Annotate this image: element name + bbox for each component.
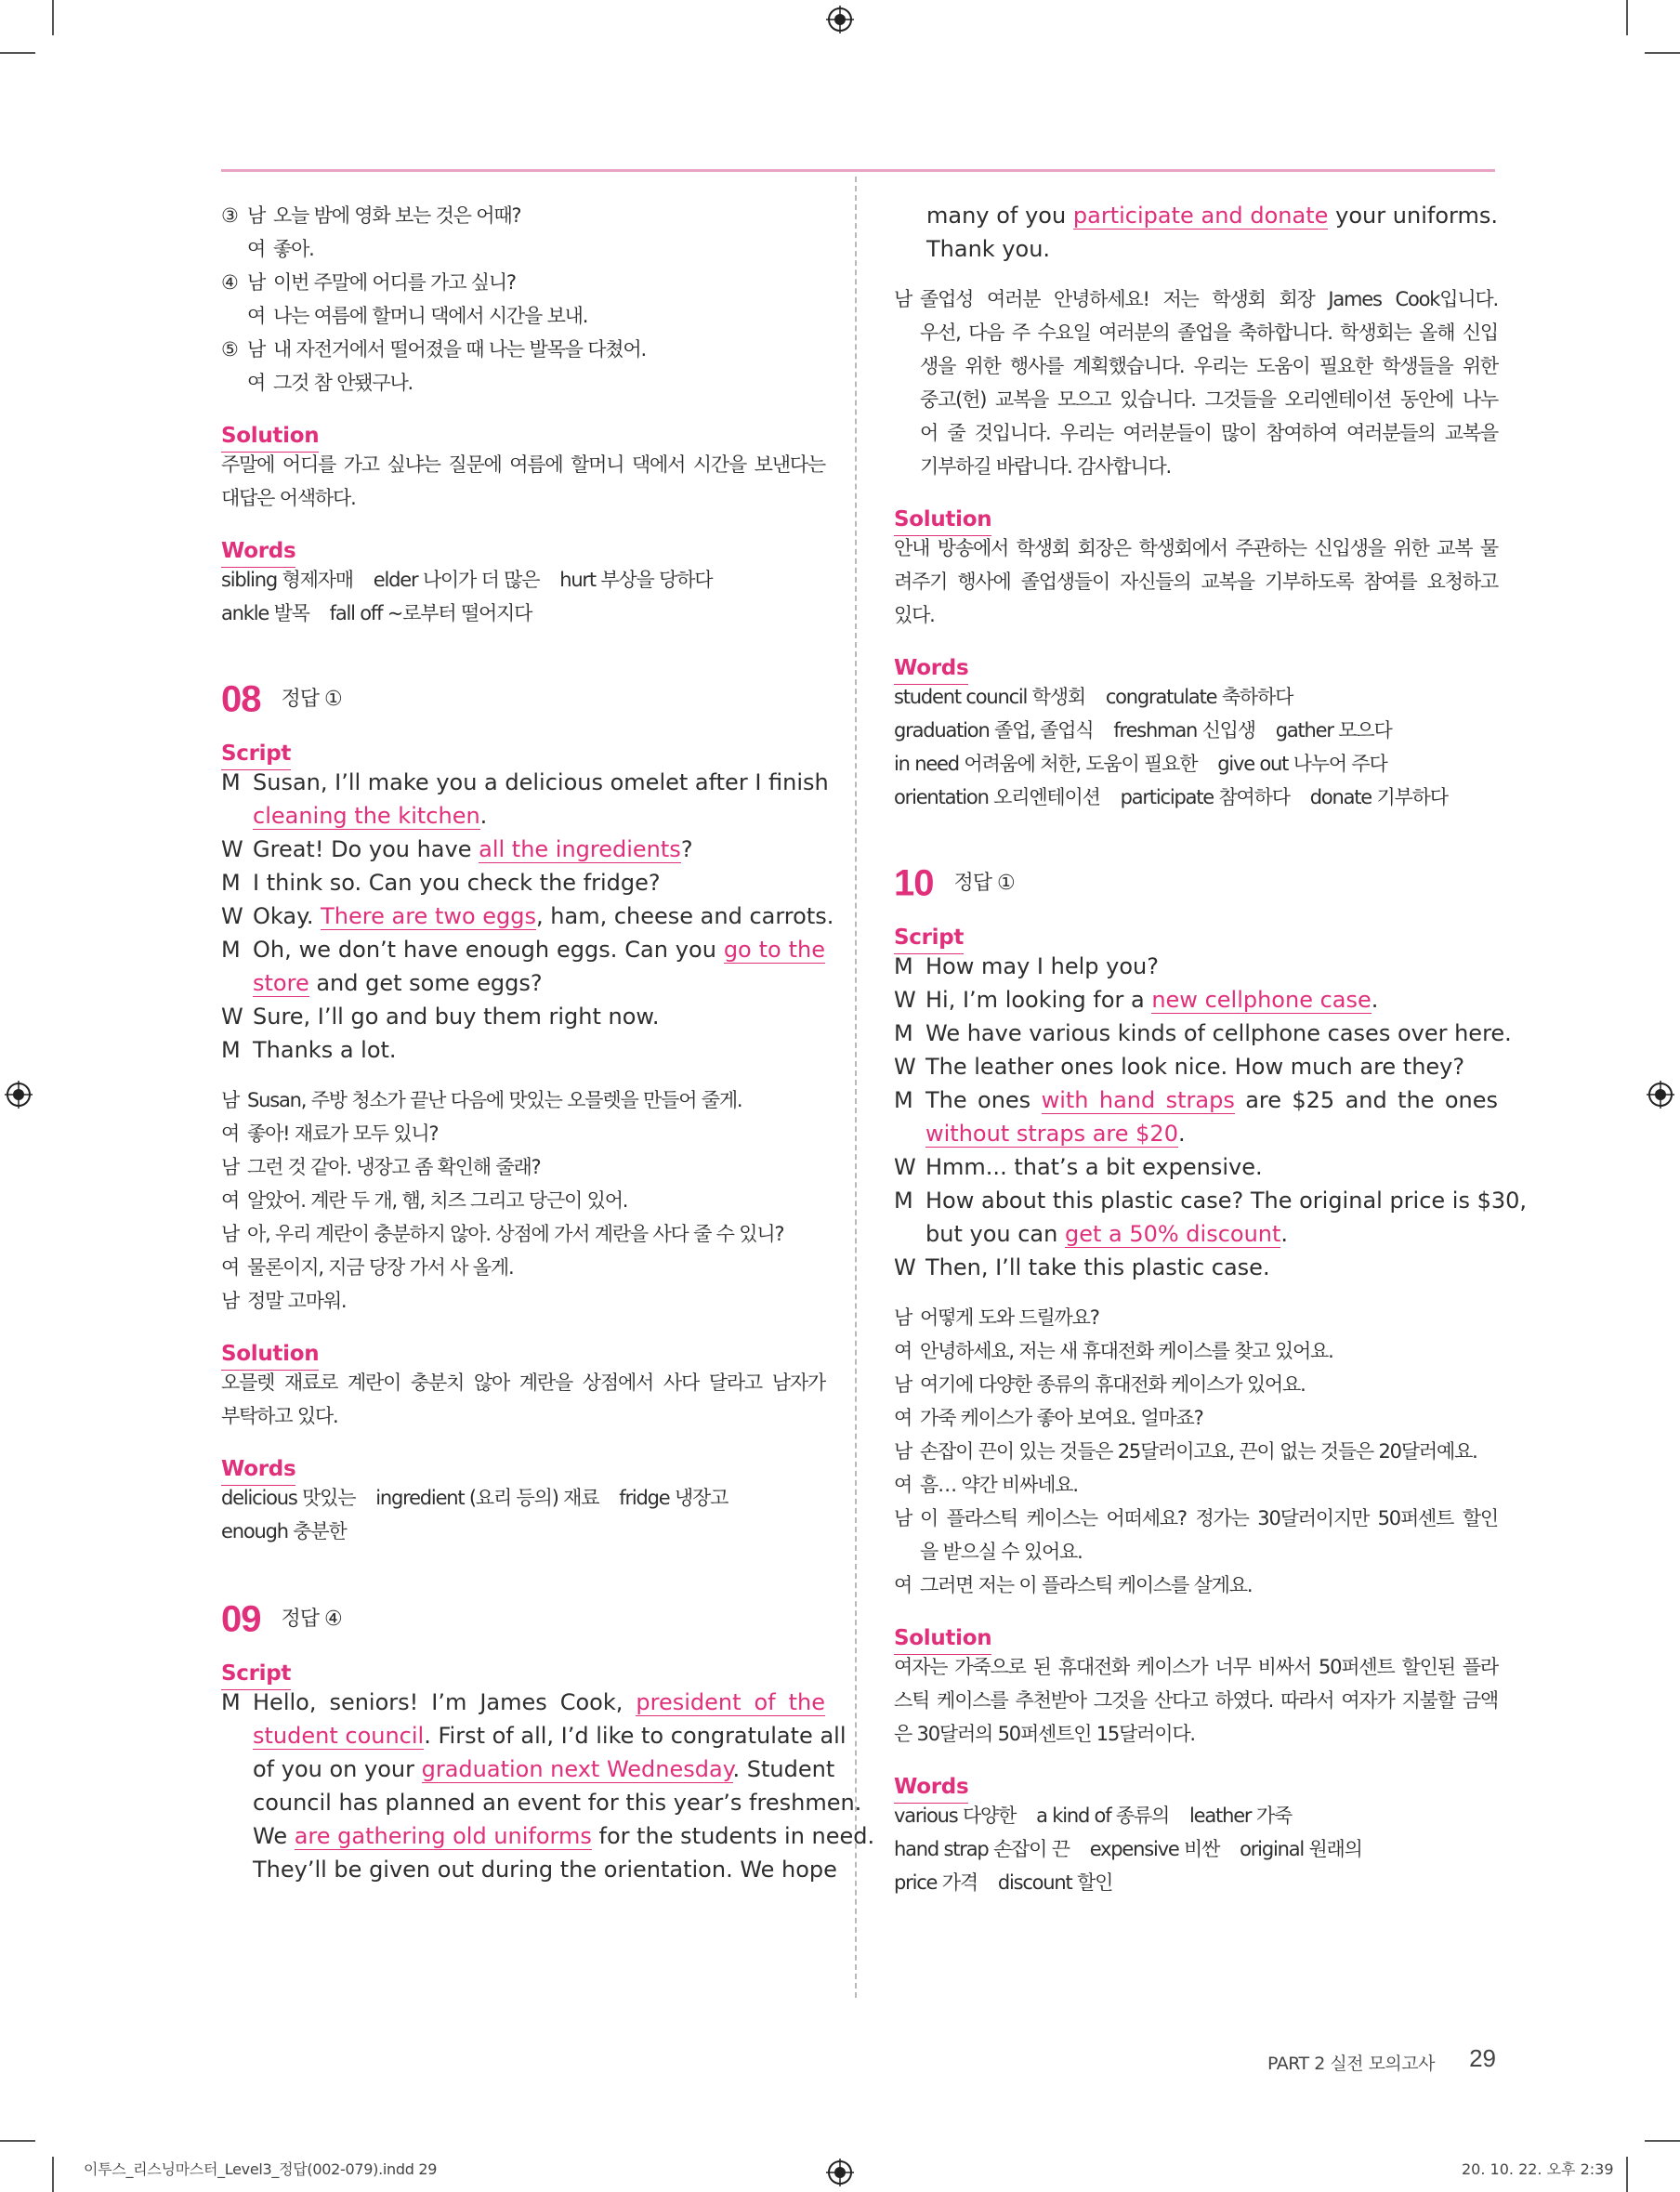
speaker-label: 여: [894, 1407, 912, 1429]
translation-text: 어떻게 도와 드릴까요?: [920, 1306, 1099, 1329]
left-column: [221, 199, 875, 1886]
translation-text: 가죽 케이스가 좋아 보여요. 얼마죠?: [920, 1407, 1203, 1429]
highlighted-answer: all the ingredients: [479, 836, 681, 862]
header-rule: [221, 169, 1495, 172]
print-slug-timestamp: 20. 10. 22. 오후 2:39: [1462, 2160, 1614, 2178]
speaker-label: 여: [221, 1256, 240, 1279]
script-text: council has planned an event for this year’s freshmen.: [253, 1790, 862, 1816]
highlighted-answer: store: [253, 970, 309, 996]
script-line: [221, 1000, 825, 1033]
option-number: ④: [221, 271, 238, 294]
speaker-label: M: [221, 937, 241, 963]
speaker-label: W: [221, 903, 243, 929]
highlighted-answer: cleaning the kitchen: [253, 803, 480, 829]
script-text: Great! Do you have: [253, 836, 479, 862]
q07-solution: [221, 448, 825, 515]
highlighted-answer: president of the: [636, 1689, 825, 1715]
q08-words-label: Words: [221, 1453, 295, 1486]
script-line: [221, 1686, 825, 1719]
footer-part-label: PART 2 실전 모의고사: [1267, 2054, 1435, 2074]
registration-mark-icon: [1647, 1081, 1674, 1109]
highlighted-answer: participate and donate: [1072, 203, 1329, 229]
words-line: orientation 오리엔테이션 participate 참여하다 donate 기부하다: [894, 786, 1448, 808]
translation-line: [221, 1217, 825, 1251]
speaker-label: 남: [894, 1373, 912, 1396]
translation-text: 그것 참 안됐구나.: [273, 372, 413, 394]
highlighted-answer: new cellphone case: [1151, 987, 1372, 1013]
script-text: are $25 and the ones: [1234, 1087, 1499, 1113]
script-line: [894, 1251, 1498, 1284]
translation-line: [221, 266, 825, 299]
solution-line: 부탁하고 있다.: [221, 1405, 338, 1427]
q07-translation-tail: [221, 199, 825, 400]
speaker-label: W: [894, 1154, 916, 1180]
script-text: Sure, I’ll go and buy them right now.: [253, 1004, 660, 1030]
script-line: [221, 1752, 835, 1786]
script-line: [894, 983, 1498, 1017]
solution-line: 은 30달러의 50퍼센트인 15달러이다.: [894, 1723, 1195, 1745]
translation-line: [221, 199, 825, 232]
speaker-label: 남: [221, 1089, 240, 1111]
translation-line: [221, 1184, 825, 1217]
script-text: of you on your: [253, 1756, 422, 1782]
speaker-label: M: [221, 870, 241, 896]
script-text: Okay.: [253, 903, 322, 929]
translation-line: [221, 333, 825, 366]
solution-line: 있다.: [894, 604, 935, 626]
crop-mark: [1626, 0, 1628, 35]
highlighted-answer: with hand straps: [1041, 1087, 1235, 1113]
script-line: [894, 1184, 1528, 1217]
script-text: ?: [680, 836, 693, 862]
script-text: . Student: [732, 1756, 835, 1782]
q09-script: [221, 1686, 875, 1886]
translation-line: [894, 1569, 1498, 1602]
q08-solution-label: Solution: [221, 1338, 319, 1371]
speaker-label: W: [221, 836, 243, 862]
script-line: [894, 950, 1498, 983]
script-text: How may I help you?: [925, 953, 1159, 979]
option-number: ⑤: [221, 338, 238, 361]
translation-text: 손잡이 끈이 있는 것들은 25달러이고요, 끈이 없는 것들은 20달러예요.: [920, 1440, 1477, 1463]
speaker-label: W: [221, 1004, 243, 1030]
translation-text: 좋아! 재료가 모두 있니?: [247, 1122, 439, 1145]
translation-line: [221, 1117, 825, 1150]
q08-number: 08: [221, 678, 261, 720]
script-text: How about this plastic case? The original price is $30,: [925, 1188, 1528, 1214]
script-line: [894, 1083, 1498, 1117]
speaker-label: W: [894, 1054, 916, 1080]
speaker-label: 남: [894, 1507, 912, 1529]
q09-translation: [894, 282, 1498, 483]
q08-heading: [221, 673, 825, 725]
crop-mark: [1645, 52, 1680, 54]
speaker-label: 남: [894, 1440, 912, 1463]
script-text: Thanks a lot.: [253, 1037, 397, 1063]
translation-text: Susan, 주방 청소가 끝난 다음에 맛있는 오믈렛을 만들어 줄게.: [247, 1089, 742, 1111]
script-line: [221, 866, 825, 899]
translation-text: 기부하길 바랍니다. 감사합니다.: [920, 455, 1172, 478]
speaker-label: M: [221, 1037, 241, 1063]
script-line: [221, 799, 825, 833]
translation-text: 졸업성 여러분 안녕하세요! 저는 학생회 회장 James Cook입니다.: [920, 288, 1498, 310]
script-line: [221, 966, 825, 1000]
crop-mark: [52, 0, 54, 35]
translation-text: 알았어. 계란 두 개, 햄, 치즈 그리고 당근이 있어.: [247, 1189, 628, 1212]
q10-solution-label: Solution: [894, 1622, 991, 1655]
translation-text: 생을 위한 행사를 계획했습니다. 우리는 도움이 필요한 학생들을 위한: [920, 355, 1498, 377]
translation-line: [894, 316, 1498, 349]
q10-words-label: Words: [894, 1771, 968, 1804]
translation-line: [894, 1435, 1498, 1468]
script-line: [221, 1033, 825, 1067]
translation-text: 어 줄 것입니다. 우리는 여러분들이 많이 참여하여 여러분들의 교복을: [920, 422, 1498, 444]
crop-mark: [1645, 2140, 1680, 2142]
speaker-label: 여: [894, 1574, 912, 1596]
translation-line: [221, 299, 825, 333]
script-line: [221, 1786, 862, 1819]
script-text: Hi, I’m looking for a: [925, 987, 1152, 1013]
speaker-label: 남: [221, 1223, 240, 1245]
speaker-label: M: [894, 1087, 913, 1113]
highlighted-answer: get a 50% discount: [1064, 1221, 1281, 1247]
option-number: ③: [221, 204, 238, 227]
words-line: sibling 형제자매 elder 나이가 더 많은 hurt 부상을 당하다: [221, 569, 713, 591]
q08-script-label: Script: [221, 738, 291, 770]
speaker-label: 남: [247, 204, 266, 227]
q07-solution-label: Solution: [221, 420, 319, 453]
speaker-label: M: [894, 953, 913, 979]
translation-text: 내 자전거에서 떨어졌을 때 나는 발목을 다쳤어.: [273, 338, 646, 361]
speaker-label: W: [894, 987, 916, 1013]
translation-line: [221, 366, 825, 400]
script-text: .: [479, 803, 488, 829]
script-line: [221, 1853, 837, 1886]
speaker-label: 여: [894, 1474, 912, 1496]
script-text: . First of all, I’d like to congratulate all: [424, 1723, 847, 1749]
script-text: for the students in need.: [591, 1823, 875, 1849]
translation-text: 나는 여름에 할머니 댁에서 시간을 보내.: [273, 305, 588, 327]
highlighted-answer: graduation next Wednesday: [421, 1756, 733, 1782]
page-number: 29: [1469, 2044, 1496, 2072]
speaker-label: 여: [894, 1340, 912, 1362]
script-text: Hmm... that’s a bit expensive.: [925, 1154, 1263, 1180]
speaker-label: W: [894, 1254, 916, 1280]
script-line: [221, 833, 825, 866]
solution-line: 려주기 행사에 졸업생들이 자신들의 교복을 기부하도록 참여를 요청하고: [894, 571, 1498, 593]
translation-text: 이번 주말에 어디를 가고 싶니?: [273, 271, 516, 294]
script-text: I think so. Can you check the fridge?: [253, 870, 661, 896]
translation-line: [894, 1502, 1498, 1535]
translation-line: [894, 1301, 1498, 1334]
q08-solution: [221, 1366, 825, 1433]
speaker-label: 남: [247, 271, 266, 294]
script-text: .: [1177, 1121, 1186, 1147]
speaker-label: 여: [247, 238, 266, 260]
speaker-label: 여: [247, 305, 266, 327]
translation-line: [221, 1083, 825, 1117]
q08-words: [221, 1481, 825, 1548]
q09-number: 09: [221, 1598, 261, 1640]
speaker-label: 남: [221, 1290, 240, 1312]
words-line: enough 충분한: [221, 1520, 347, 1542]
solution-line: 오믈렛 재료로 계란이 충분치 않아 계란을 상점에서 사다 달라고 남자가: [221, 1372, 825, 1394]
translation-text: 물론이지, 지금 당장 가서 사 올게.: [247, 1256, 514, 1279]
script-text: Susan, I’ll make you a delicious omelet after I finish: [253, 769, 829, 795]
speaker-label: M: [221, 769, 241, 795]
script-line: [894, 232, 1498, 266]
script-text: We: [253, 1823, 295, 1849]
script-text: .: [1280, 1221, 1289, 1247]
speaker-label: M: [894, 1020, 913, 1046]
registration-mark-icon: [826, 2159, 854, 2186]
q09-words-label: Words: [894, 652, 968, 685]
translation-text: 아, 우리 계란이 충분하지 않아. 상점에 가서 계란을 사다 줄 수 있니?: [247, 1223, 784, 1245]
translation-text: 그런 것 같아. 냉장고 좀 확인해 줄래?: [247, 1156, 541, 1178]
script-text: Thank you.: [926, 236, 1051, 262]
speaker-label: 남: [247, 338, 266, 361]
script-text: The ones: [925, 1087, 1042, 1113]
translation-text: 좋아.: [273, 238, 314, 260]
script-text: They’ll be given out during the orientation. We hope: [253, 1857, 837, 1883]
speaker-label: 여: [221, 1189, 240, 1212]
script-text: .: [1371, 987, 1379, 1013]
script-text: , ham, cheese and carrots.: [536, 903, 834, 929]
crop-mark: [0, 2140, 35, 2142]
translation-text: 을 받으실 수 있어요.: [920, 1541, 1083, 1563]
translation-line: [221, 232, 825, 266]
speaker-label: 여: [247, 372, 266, 394]
translation-line: [221, 1150, 825, 1184]
speaker-label: 남: [221, 1156, 240, 1178]
q10-script: [894, 950, 1528, 1284]
q09-script-tail: [894, 199, 1498, 266]
script-text: many of you: [926, 203, 1073, 229]
q09-solution-label: Solution: [894, 504, 991, 536]
translation-line: [894, 1535, 1498, 1569]
q08-script: [221, 766, 834, 1067]
solution-line: 스틱 케이스를 추천받아 그것을 산다고 하였다. 따라서 여자가 지불할 금액: [894, 1689, 1498, 1712]
translation-line: [221, 1251, 825, 1284]
q08-answer: 정답 ①: [281, 687, 342, 711]
registration-mark-icon: [5, 1081, 33, 1109]
script-text: Oh, we don’t have enough eggs. Can you: [253, 937, 724, 963]
highlighted-answer: go to the: [723, 937, 826, 963]
words-line: various 다양한 a kind of 종류의 leather 가죽: [894, 1805, 1292, 1827]
script-line: [894, 1017, 1512, 1050]
script-line: [221, 766, 829, 799]
words-line: price 가격 discount 할인: [894, 1871, 1113, 1894]
right-column: [894, 199, 1528, 1899]
words-line: hand strap 손잡이 끈 expensive 비싼 original 원래의: [894, 1838, 1362, 1860]
translation-line: [894, 1334, 1498, 1368]
q08-translation: [221, 1083, 825, 1318]
crop-mark: [52, 2157, 54, 2192]
script-text: and get some eggs?: [308, 970, 543, 996]
script-line: [894, 1050, 1498, 1083]
speaker-label: 남: [894, 288, 912, 310]
translation-line: [894, 383, 1498, 416]
speaker-label: M: [221, 1689, 241, 1715]
q10-words: [894, 1799, 1498, 1899]
translation-text: 그러면 저는 이 플라스틱 케이스를 살게요.: [920, 1574, 1253, 1596]
highlighted-answer: are gathering old uniforms: [294, 1823, 592, 1849]
translation-text: 정말 고마워.: [247, 1290, 347, 1312]
script-line: [221, 899, 834, 933]
highlighted-answer: There are two eggs: [321, 903, 537, 929]
translation-line: [894, 416, 1498, 450]
script-line: [221, 1719, 847, 1752]
q07-words: [221, 563, 825, 630]
script-text: Hello, seniors! I’m James Cook,: [253, 1689, 637, 1715]
solution-line: 대답은 어색하다.: [221, 487, 356, 509]
solution-line: 주말에 어디를 가고 싶냐는 질문에 여름에 할머니 댁에서 시간을 보낸다는: [221, 453, 825, 476]
crop-mark: [0, 52, 35, 54]
highlighted-answer: without straps are $20: [925, 1121, 1178, 1147]
script-text: The leather ones look nice. How much are they?: [925, 1054, 1465, 1080]
words-line: in need 어려움에 처한, 도움이 필요한 give out 나누어 주다: [894, 753, 1387, 775]
script-line: [894, 1217, 1498, 1251]
script-text: your uniforms.: [1328, 203, 1498, 229]
highlighted-answer: student council: [253, 1723, 425, 1749]
script-line: [894, 199, 1498, 232]
script-line: [894, 1117, 1498, 1150]
translation-line: [221, 1284, 825, 1318]
speaker-label: M: [894, 1188, 913, 1214]
column-divider: [855, 177, 857, 1998]
q09-answer: 정답 ④: [281, 1607, 342, 1631]
words-line: delicious 맛있는 ingredient (요리 등의) 재료 fridge 냉장고: [221, 1487, 728, 1509]
script-text: Then, I’ll take this plastic case.: [925, 1254, 1270, 1280]
translation-text: 중고(헌) 교복을 모으고 있습니다. 그것들을 오리엔테이션 동안에 나누: [920, 388, 1498, 411]
translation-line: [894, 1368, 1498, 1401]
solution-line: 안내 방송에서 학생회 회장은 학생회에서 주관하는 신입생을 위한 교복 물: [894, 537, 1498, 559]
translation-text: 우선, 다음 주 수요일 여러분의 졸업을 축하합니다. 학생회는 올해 신입: [920, 322, 1498, 344]
translation-text: 오늘 밤에 영화 보는 것은 어때?: [273, 204, 521, 227]
words-line: student council 학생회 congratulate 축하하다: [894, 686, 1293, 708]
q10-solution: [894, 1650, 1498, 1751]
words-line: graduation 졸업, 졸업식 freshman 신입생 gather 모으다: [894, 719, 1392, 742]
translation-line: [894, 282, 1498, 316]
crop-mark: [1626, 2157, 1628, 2192]
print-slug-filename: 이투스_리스닝마스터_Level3_정답(002-079).indd 29: [84, 2160, 438, 2178]
q10-answer: 정답 ①: [953, 871, 1015, 895]
q10-heading: [894, 857, 1498, 909]
script-line: [221, 933, 825, 966]
script-text: We have various kinds of cellphone cases over here.: [925, 1020, 1512, 1046]
solution-line: 여자는 가죽으로 된 휴대전화 케이스가 너무 비싸서 50퍼센트 할인된 플라: [894, 1656, 1498, 1678]
q09-solution: [894, 532, 1498, 632]
registration-mark-icon: [826, 6, 854, 33]
translation-text: 안녕하세요, 저는 새 휴대전화 케이스를 찾고 있어요.: [920, 1340, 1333, 1362]
q09-words: [894, 680, 1498, 814]
translation-line: [894, 349, 1498, 383]
q10-script-label: Script: [894, 922, 964, 954]
q09-script-label: Script: [221, 1658, 291, 1690]
speaker-label: 남: [894, 1306, 912, 1329]
script-line: [221, 1819, 875, 1853]
translation-text: 이 플라스틱 케이스는 어떠세요? 정가는 30달러이지만 50퍼센트 할인: [920, 1507, 1498, 1529]
translation-line: [894, 1401, 1498, 1435]
speaker-label: 여: [221, 1122, 240, 1145]
translation-line: [894, 450, 1498, 483]
q07-words-label: Words: [221, 535, 295, 568]
q10-number: 10: [894, 862, 934, 904]
translation-text: 흠… 약간 비싸네요.: [920, 1474, 1078, 1496]
translation-line: [894, 1468, 1498, 1502]
script-line: [894, 1150, 1498, 1184]
q09-heading: [221, 1593, 825, 1645]
q10-translation: [894, 1301, 1498, 1602]
words-line: ankle 발목 fall off ~로부터 떨어지다: [221, 602, 532, 624]
script-text: but you can: [925, 1221, 1065, 1247]
translation-text: 여기에 다양한 종류의 휴대전화 케이스가 있어요.: [920, 1373, 1306, 1396]
